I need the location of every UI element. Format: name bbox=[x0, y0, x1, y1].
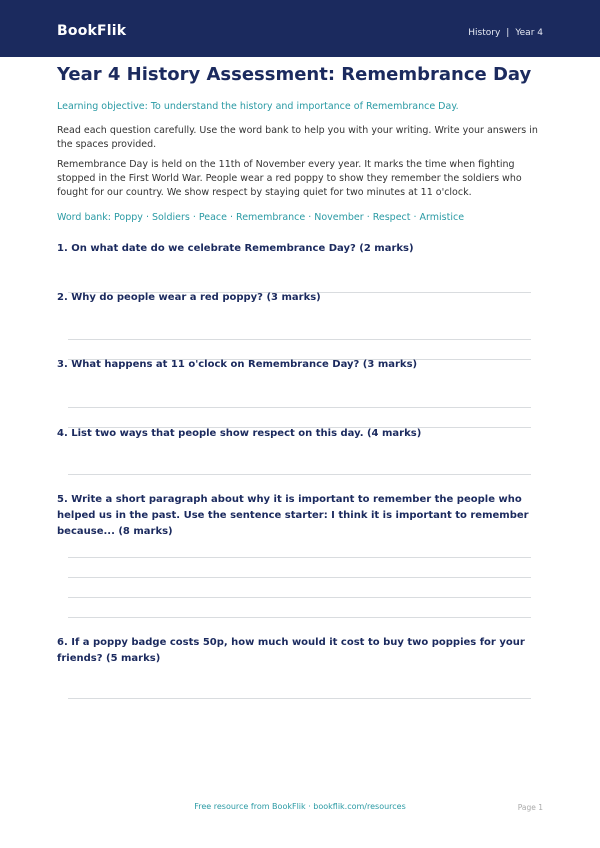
answer-line[interactable] bbox=[68, 597, 531, 598]
page-title: Year 4 History Assessment: Remembrance Day bbox=[57, 64, 532, 85]
subject-label: History bbox=[468, 28, 501, 38]
word-bank: Word bank: Poppy · Soldiers · Peace · Remembrance · November · Respect · Armistice bbox=[57, 212, 465, 223]
word-bank-item: Armistice bbox=[419, 212, 465, 223]
question-5: 5. Write a short paragraph about why it is important to remember the people who helped us in the past. Use the sentence starter: I think it is important to remember because... (8 marks) bbox=[57, 494, 529, 537]
answer-line[interactable] bbox=[68, 698, 531, 699]
answer-line[interactable] bbox=[68, 617, 531, 618]
context-text: Remembrance Day is held on the 11th of November every year. It marks the time when fighting stopped in the First World War. People wear a red poppy to show they remember the soldiers who fought for our country. We show respect by staying quiet for two minutes at 11 o'clock. bbox=[57, 159, 522, 198]
word-bank-item: Respect bbox=[372, 212, 411, 223]
brand-logo[interactable]: BookFlik bbox=[57, 23, 127, 39]
page-header bbox=[0, 0, 600, 57]
question-1: 1. On what date do we celebrate Remembrance Day? (2 marks) bbox=[57, 243, 414, 254]
word-bank-item: Poppy bbox=[114, 212, 143, 223]
learning-objective: Learning objective: To understand the history and importance of Remembrance Day. bbox=[57, 101, 459, 112]
word-bank-item: Remembrance bbox=[236, 212, 306, 223]
question-4: 4. List two ways that people show respect on this day. (4 marks) bbox=[57, 428, 422, 439]
word-bank-item: Soldiers bbox=[151, 212, 190, 223]
question-3: 3. What happens at 11 o'clock on Remembrance Day? (3 marks) bbox=[57, 359, 418, 370]
question-2: 2. Why do people wear a red poppy? (3 marks) bbox=[57, 292, 321, 303]
instructions-text: Read each question carefully. Use the word bank to help you with your writing. Write your answers in the spaces provided. bbox=[57, 125, 538, 150]
answer-line[interactable] bbox=[68, 557, 531, 558]
question-6: 6. If a poppy badge costs 50p, how much would it cost to buy two poppies for your friends? (5 marks) bbox=[57, 637, 525, 664]
year-label: Year 4 bbox=[515, 28, 543, 38]
header-meta: History | Year 4 bbox=[468, 28, 543, 38]
word-bank-label: Word bank: bbox=[57, 212, 112, 223]
answer-line[interactable] bbox=[68, 577, 531, 578]
word-bank-item: November bbox=[314, 212, 364, 223]
answer-line[interactable] bbox=[68, 407, 531, 408]
answer-line[interactable] bbox=[68, 474, 531, 475]
word-bank-item: Peace bbox=[198, 212, 227, 223]
footer-resource-link[interactable]: Free resource from BookFlik · bookflik.com/resources bbox=[194, 802, 406, 811]
page-number: Page 1 bbox=[517, 803, 543, 812]
answer-line[interactable] bbox=[68, 339, 531, 340]
